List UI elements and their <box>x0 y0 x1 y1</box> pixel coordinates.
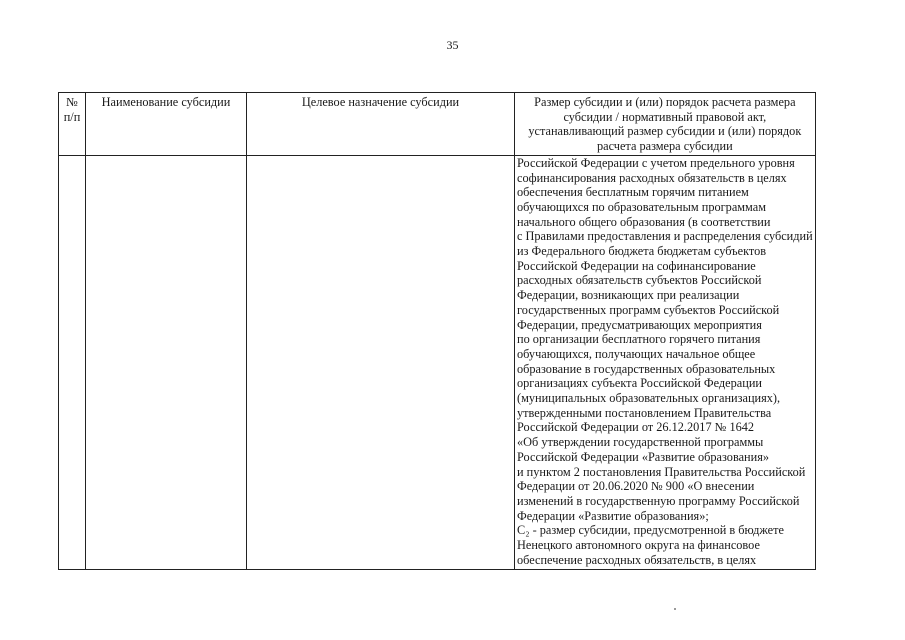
size-text-line: обеспечения бесплатным горячим питанием <box>517 185 749 200</box>
size-text-line: обеспечение расходных обязательств, в целях <box>517 552 757 567</box>
size-text-line: Федерации, предусматривающих мероприятия <box>517 317 762 332</box>
cell-size <box>515 155 816 569</box>
size-text-line: «Об утверждении государственной программы <box>517 435 764 450</box>
size-text-line: Российской Федерации с учетом предельного уровня <box>517 155 795 170</box>
size-text-line: изменений в государственную программу Российской <box>517 493 800 508</box>
cell-num <box>59 155 86 569</box>
table-header-row <box>59 93 816 156</box>
size-text-line: Федерации от 20.06.2020 № 900 «О внесении <box>517 479 755 494</box>
header-num: № п/п <box>59 93 86 156</box>
size-text-line: расходных обязательств субъектов Российской <box>517 273 762 288</box>
size-text-line: Ненецкого автономного округа на финансовое <box>517 538 760 553</box>
size-text-line: из Федерального бюджета бюджетам субъектов <box>517 244 767 259</box>
size-text-line: софинансирования расходных обязательств в целях <box>517 170 787 185</box>
header-size: Размер субсидии и (или) порядок расчета размера субсидии / нормативный правовой акт, устанавливающий размер субсидии и (или) порядок расчета размера субсидии <box>515 93 816 156</box>
size-text-line: с Правилами предоставления и распределения субсидий <box>517 229 813 244</box>
size-text-line: и пунктом 2 постановления Правительства Российской <box>517 464 806 479</box>
size-text-line: Федерации, возникающих при реализации <box>517 288 740 303</box>
scan-speck <box>674 608 676 610</box>
header-name: Наименование субсидии <box>86 93 247 156</box>
subsidy-table <box>58 92 816 570</box>
size-text-line: государственных программ субъектов Российской <box>517 302 780 317</box>
table-row <box>59 155 816 569</box>
cell-purpose <box>247 155 515 569</box>
size-text-line: Федерации «Развитие образования»; <box>517 508 709 523</box>
size-text-line: обучающихся по образовательным программам <box>517 199 766 214</box>
size-text-line: по организации бесплатного горячего питания <box>517 332 761 347</box>
size-text-line: организациях субъекта Российской Федерации <box>517 376 762 391</box>
size-text-line: утвержденными постановлением Правительства <box>517 405 772 420</box>
size-text-line: Российской Федерации от 26.12.2017 № 1642 <box>517 420 755 435</box>
size-text-line: начального общего образования (в соответствии <box>517 214 771 229</box>
cell-name <box>86 155 247 569</box>
size-text-line: Российской Федерации «Развитие образования» <box>517 449 770 464</box>
size-text-line: C₂ - размер субсидии, предусмотренной в бюджете <box>517 523 784 538</box>
size-text-line: Российской Федерации на софинансирование <box>517 258 756 273</box>
size-text-line: (муниципальных образовательных организациях), <box>517 391 781 406</box>
header-purpose: Целевое назначение субсидии <box>247 93 515 156</box>
page-number: 35 <box>446 38 459 52</box>
size-text-line: образование в государственных образовательных <box>517 361 776 376</box>
size-text-line: обучающихся, получающих начальное общее <box>517 346 756 361</box>
